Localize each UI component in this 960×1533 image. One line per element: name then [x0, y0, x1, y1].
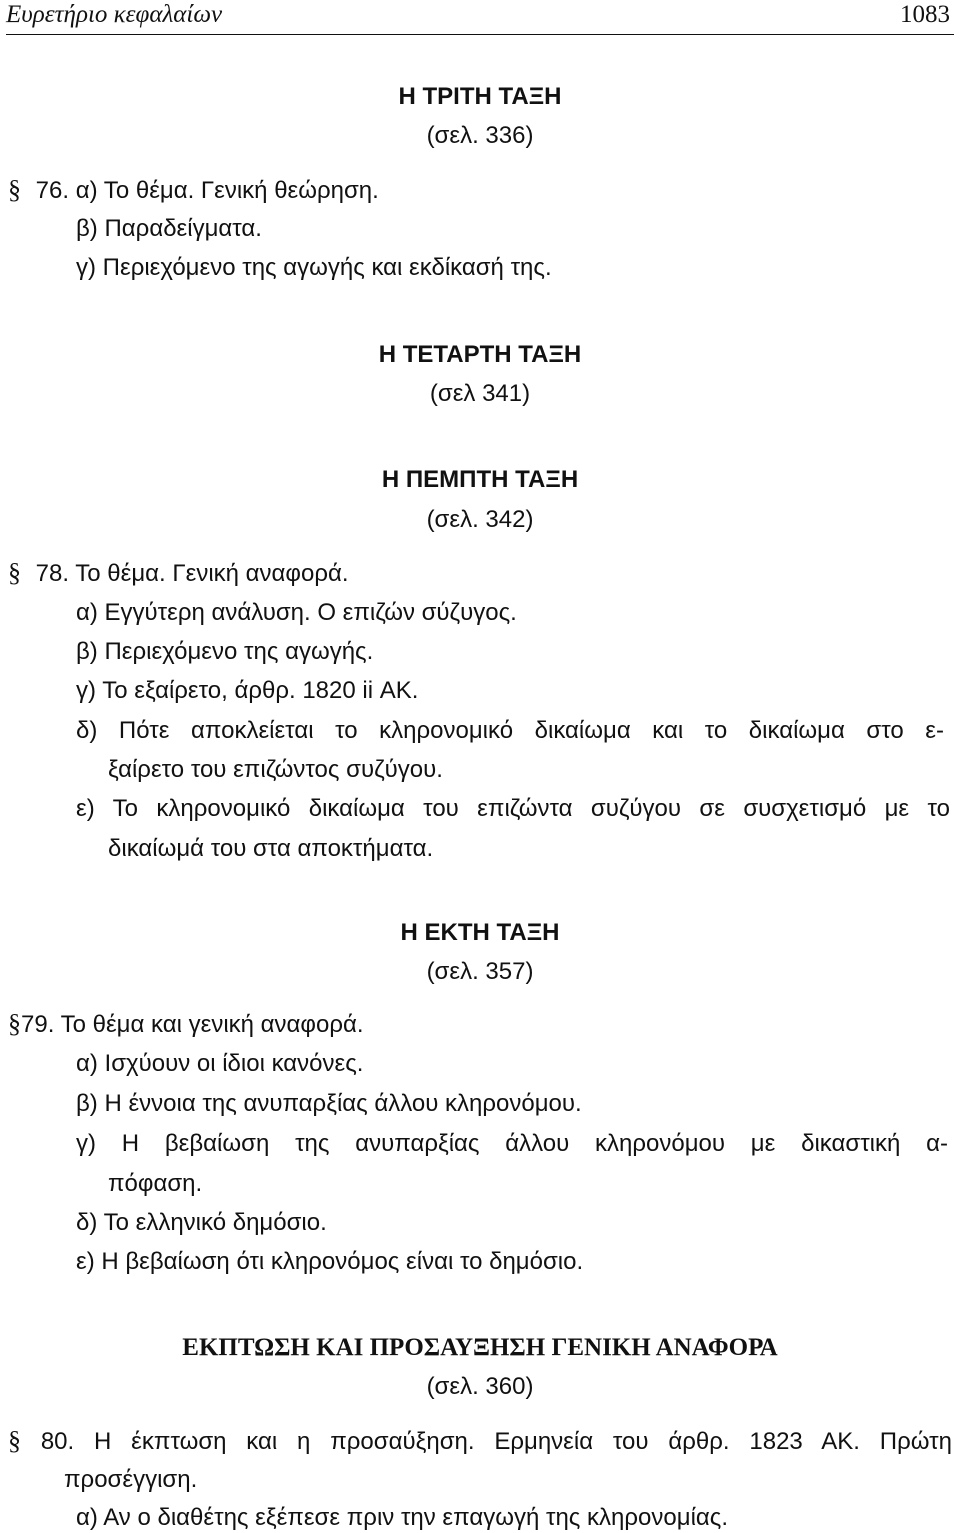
paragraph-78-item-b: β) Περιεχόμενο της αγωγής.	[76, 638, 374, 665]
section-page-ref-third: (σελ. 336)	[426, 122, 534, 149]
page-number: 1083	[900, 1, 950, 28]
section-sign: §	[8, 558, 21, 587]
section-heading-third: Η ΤΡΙΤΗ ΤΑΞΗ	[398, 83, 562, 110]
paragraph-80-line2: προσέγγιση.	[64, 1466, 198, 1493]
section-page-ref-fourth: (σελ 341)	[429, 380, 531, 407]
paragraph-79-item-a: α) Ισχύουν οι ίδιοι κανόνες.	[76, 1050, 364, 1077]
section-sign: §	[8, 175, 21, 204]
paragraph-78-item-e-line1: ε) Το κληρονομικό δικαίωμα του επιζώντα συζύγου σε συσχετισμό με το	[76, 795, 950, 822]
paragraph-76-item-c: γ) Περιεχόμενο της αγωγής και εκδίκασή της.	[76, 254, 552, 281]
paragraph-76-item-b: β) Παραδείγματα.	[76, 215, 262, 242]
paragraph-76-heading: 76. α) Το θέμα. Γενική θεώρηση.	[35, 177, 379, 204]
paragraph-78-item-c: γ) Το εξαίρετο, άρθρ. 1820 ii ΑΚ.	[76, 677, 419, 704]
paragraph-79	[8, 1009, 364, 1040]
paragraph-80-line1	[8, 1426, 952, 1457]
running-header-title: Ευρετήριο κεφαλαίων	[6, 1, 223, 28]
section-page-ref-sixth: (σελ. 357)	[426, 958, 534, 985]
paragraph-78-item-e-line2: δικαίωμά του στα αποκτήματα.	[108, 835, 434, 862]
section-heading-fifth: Η ΠΕΜΠΤΗ ΤΑΞΗ	[381, 466, 579, 493]
paragraph-79-heading: 79. Το θέμα και γενική αναφορά.	[21, 1011, 364, 1038]
paragraph-79-item-d: δ) Το ελληνικό δημόσιο.	[76, 1209, 327, 1236]
paragraph-79-item-e: ε) Η βεβαίωση ότι κληρονόμος είναι το δημόσιο.	[76, 1248, 584, 1275]
running-header	[6, 0, 954, 35]
paragraph-78-item-a: α) Εγγύτερη ανάλυση. Ο επιζών σύζυγος.	[76, 599, 517, 626]
section-heading-fourth: Η ΤΕΤΑΡΤΗ ΤΑΞΗ	[378, 341, 582, 368]
paragraph-78-heading: 78. Το θέμα. Γενική αναφορά.	[35, 560, 349, 587]
paragraph-78-item-d-line2: ξαίρετο του επιζώντος συζύγου.	[108, 756, 443, 783]
paragraph-79-item-b: β) Η έννοια της ανυπαρξίας άλλου κληρονόμου.	[76, 1090, 582, 1117]
paragraph-79-item-c-line1: γ) Η βεβαίωση της ανυπαρξίας άλλου κληρονόμου με δικαστική α-	[76, 1130, 948, 1157]
paragraph-78-item-d-line1: δ) Πότε αποκλείεται το κληρονομικό δικαίωμα και το δικαίωμα στο ε-	[76, 717, 944, 744]
paragraph-76	[8, 175, 379, 206]
section-heading-sixth: Η ΕΚΤΗ ΤΑΞΗ	[400, 919, 560, 946]
section-page-ref-abatement: (σελ. 360)	[426, 1373, 534, 1400]
paragraph-78	[8, 558, 349, 589]
section-sign: §	[8, 1426, 21, 1455]
section-sign: §	[8, 1009, 21, 1038]
paragraph-79-item-c-line2: πόφαση.	[108, 1170, 203, 1197]
section-heading-abatement: ΕΚΠΤΩΣΗ ΚΑΙ ΠΡΟΣΑΥΞΗΣΗ ΓΕΝΙΚΗ ΑΝΑΦΟΡΑ	[182, 1334, 778, 1361]
section-page-ref-fifth: (σελ. 342)	[426, 506, 534, 533]
paragraph-80-item-a: α) Αν ο διαθέτης εξέπεσε πριν την επαγωγή της κληρονομίας.	[76, 1504, 729, 1531]
paragraph-80-heading: 80. Η έκπτωση και η προσαύξηση. Ερμηνεία του άρθρ. 1823 ΑΚ. Πρώτη	[40, 1428, 952, 1455]
